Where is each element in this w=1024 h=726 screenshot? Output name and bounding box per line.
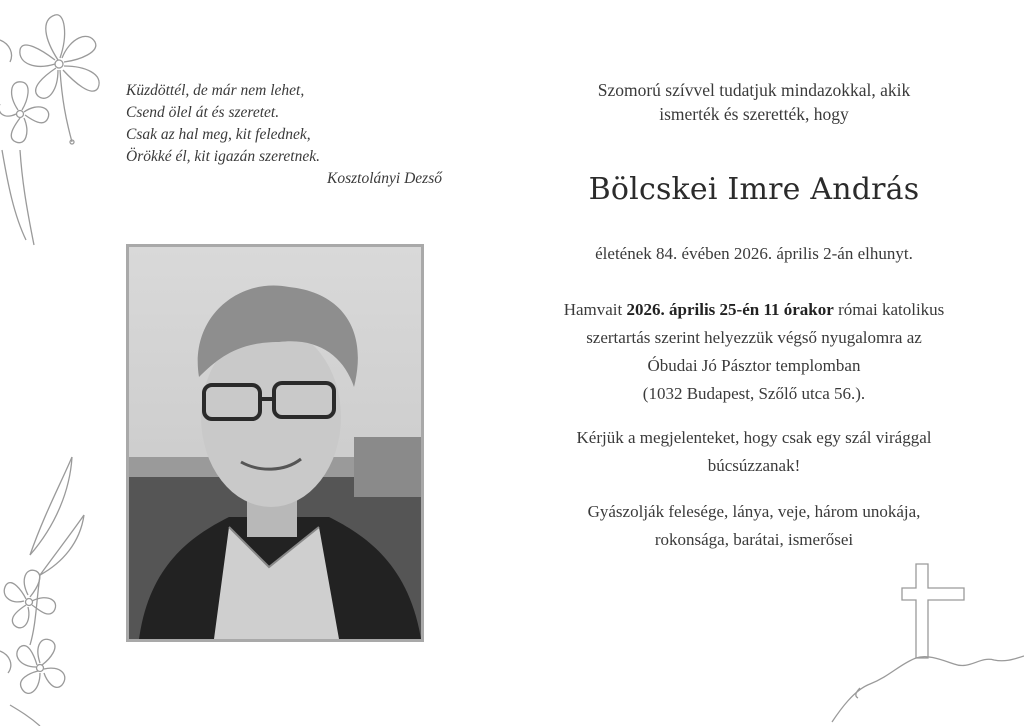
poem-author: Kosztolányi Dezső xyxy=(327,170,442,187)
cross-icon xyxy=(830,560,1024,726)
deceased-name: Bölcskei Imre András xyxy=(588,172,920,207)
funeral-prefix: Hamvait xyxy=(563,300,627,319)
portrait-image xyxy=(129,247,421,639)
funeral-line-2: szertartás szerint helyezzük végső nyugalomra az xyxy=(586,328,922,347)
poem-line: Küzdöttél, de már nem lehet, xyxy=(126,82,305,99)
mourners-line-2: rokonsága, barátai, ismerősei xyxy=(654,530,854,549)
funeral-suffix: római katolikus xyxy=(833,300,945,319)
poem-line: Csend ölel át és szeretet. xyxy=(126,104,280,121)
funeral-address: (1032 Budapest, Szőlő utca 56.). xyxy=(642,384,866,403)
funeral-date: 2026. április 25-én 11 órakor xyxy=(626,300,834,319)
poem-line: Csak az hal meg, kit felednek, xyxy=(126,126,311,143)
poem-line: Örökké él, kit igazán szeretnek. xyxy=(126,148,320,165)
intro-line-2: ismerték és szerették, hogy xyxy=(659,104,849,124)
intro-text xyxy=(520,78,988,126)
funeral-venue: Óbudai Jó Pásztor templomban xyxy=(647,356,861,375)
mourners xyxy=(520,498,988,554)
intro-line-1: Szomorú szívvel tudatjuk mindazokkal, akik xyxy=(597,80,911,100)
flower-request xyxy=(520,424,988,480)
request-line-2: búcsúzzanak! xyxy=(707,456,801,475)
mourners-line-1: Gyászolják felesége, lánya, veje, három unokája, xyxy=(587,502,921,521)
flower-ornament-bottom-left-icon xyxy=(0,455,100,726)
request-line-1: Kérjük a megjelenteket, hogy csak egy szál virággal xyxy=(576,428,932,447)
announcement xyxy=(520,78,988,554)
death-notice: életének 84. évében 2026. április 2-án elhunyt. xyxy=(595,244,913,263)
portrait-photo xyxy=(126,244,424,642)
poem xyxy=(126,80,446,190)
funeral-info xyxy=(520,296,988,408)
flower-ornament-top-left-icon xyxy=(0,0,110,250)
